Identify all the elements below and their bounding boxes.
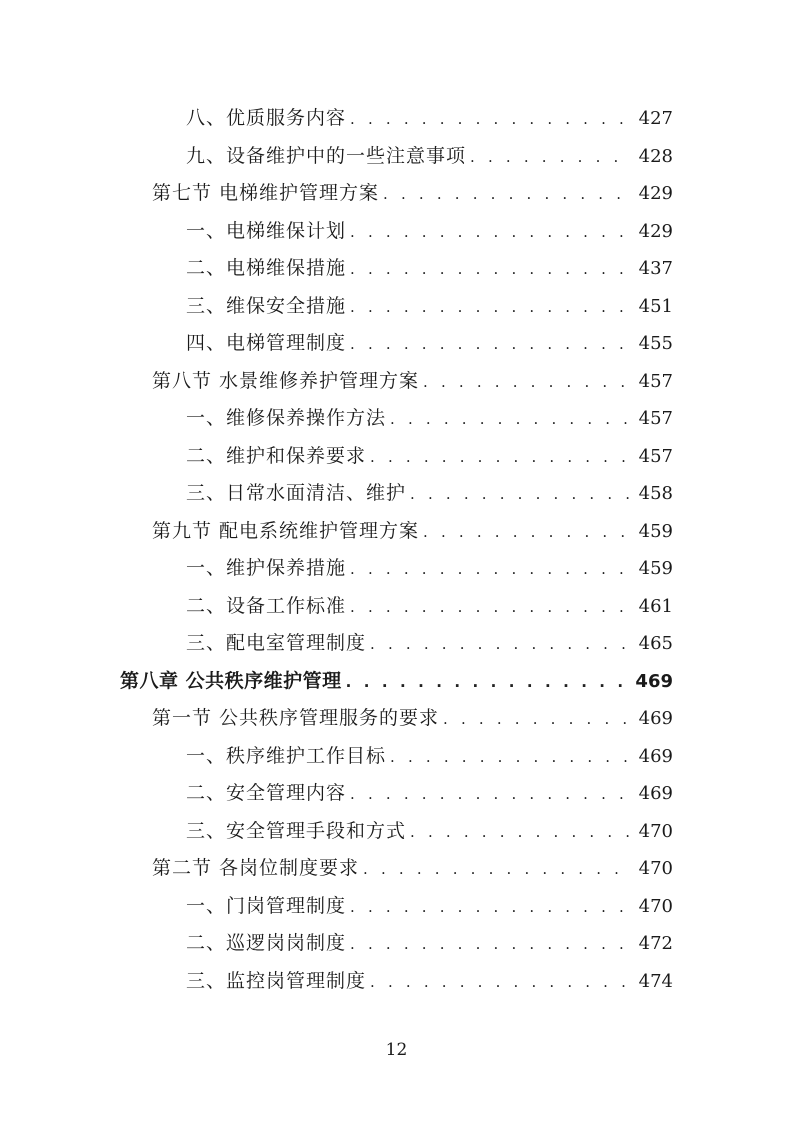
toc-dot-leader (443, 701, 631, 739)
toc-entry-title: 三、日常水面清洁、维护 (186, 482, 407, 504)
toc-dot-leader (350, 251, 631, 289)
toc-entry-page: 428 (638, 145, 673, 167)
toc-dot-leader (350, 101, 631, 139)
toc-entry-title: 二、安全管理内容 (186, 782, 347, 804)
table-of-contents (0, 100, 793, 1000)
toc-entry-item[interactable] (0, 963, 793, 1001)
toc-dot-leader (423, 514, 631, 552)
toc-entry-page: 429 (638, 183, 673, 204)
toc-entry-title: 二、巡逻岗岗制度 (186, 932, 347, 954)
toc-entry-page: 469 (635, 670, 673, 692)
toc-dot-leader (390, 401, 631, 439)
toc-dot-leader (423, 364, 631, 402)
toc-entry-page: 429 (638, 220, 673, 242)
toc-entry-title: 二、电梯维保措施 (186, 257, 347, 279)
toc-dot-leader (350, 214, 631, 252)
toc-entry-title: 第九节 配电系统维护管理方案 (152, 519, 420, 542)
toc-dot-leader (370, 439, 631, 477)
toc-entry-title: 三、安全管理手段和方式 (186, 819, 407, 842)
toc-entry-page: 469 (638, 783, 673, 804)
toc-entry-page: 437 (638, 258, 673, 279)
toc-entry-page: 465 (638, 633, 673, 654)
toc-entry-item[interactable] (0, 925, 793, 963)
toc-entry-item[interactable] (0, 400, 793, 438)
toc-entry-section[interactable] (0, 700, 793, 738)
toc-entry-title: 第八节 水景维修养护管理方案 (152, 369, 420, 392)
toc-entry-title: 九、设备维护中的一些注意事项 (186, 144, 467, 167)
toc-entry-page: 470 (638, 895, 673, 917)
toc-entry-title: 二、设备工作标准 (186, 594, 347, 617)
toc-dot-leader (363, 851, 631, 889)
toc-entry-page: 461 (638, 595, 673, 617)
toc-entry-page: 457 (638, 445, 673, 467)
toc-entry-item[interactable] (0, 288, 793, 326)
toc-dot-leader (470, 139, 631, 177)
toc-dot-leader (350, 289, 631, 327)
toc-entry-title: 八、优质服务内容 (186, 107, 347, 129)
toc-entry-item[interactable] (0, 138, 793, 176)
toc-entry-title: 一、门岗管理制度 (186, 894, 347, 917)
toc-entry-title: 三、维保安全措施 (186, 294, 347, 317)
toc-entry-section[interactable] (0, 850, 793, 888)
toc-dot-leader (350, 776, 631, 814)
toc-entry-page: 451 (638, 295, 673, 317)
toc-entry-item[interactable] (0, 625, 793, 663)
toc-entry-page: 427 (638, 108, 673, 129)
toc-entry-page: 469 (638, 745, 673, 767)
toc-entry-title: 第七节 电梯维护管理方案 (152, 182, 380, 204)
toc-entry-title: 二、维护和保养要求 (186, 444, 367, 467)
toc-dot-leader (350, 589, 631, 627)
toc-entry-item[interactable] (0, 213, 793, 251)
toc-dot-leader (370, 964, 631, 1002)
toc-entry-title: 三、配电室管理制度 (186, 632, 367, 654)
toc-entry-page: 459 (638, 520, 673, 542)
toc-entry-page: 458 (638, 483, 673, 504)
toc-dot-leader (370, 626, 631, 664)
toc-dot-leader (350, 889, 631, 927)
toc-entry-item[interactable] (0, 250, 793, 288)
toc-entry-title: 三、监控岗管理制度 (186, 969, 367, 992)
toc-entry-title: 一、维修保养操作方法 (186, 407, 387, 429)
toc-entry-item[interactable] (0, 550, 793, 588)
toc-entry-item[interactable] (0, 775, 793, 813)
toc-entry-item[interactable] (0, 813, 793, 851)
toc-entry-page: 455 (638, 333, 673, 354)
toc-entry-chapter[interactable] (0, 663, 793, 701)
page-number: 12 (385, 1040, 408, 1060)
toc-entry-page: 457 (638, 370, 673, 392)
toc-dot-leader (383, 176, 631, 214)
toc-entry-page: 474 (638, 970, 673, 992)
toc-entry-page: 472 (638, 933, 673, 954)
toc-entry-page: 457 (638, 408, 673, 429)
toc-entry-title: 四、电梯管理制度 (186, 332, 347, 354)
toc-entry-page: 459 (638, 558, 673, 579)
toc-entry-item[interactable] (0, 588, 793, 626)
toc-entry-section[interactable] (0, 513, 793, 551)
toc-entry-section[interactable] (0, 363, 793, 401)
toc-entry-title: 一、维护保养措施 (186, 557, 347, 579)
toc-dot-leader (350, 551, 631, 589)
toc-entry-item[interactable] (0, 888, 793, 926)
toc-entry-title: 一、电梯维保计划 (186, 219, 347, 242)
toc-dot-leader (350, 326, 631, 364)
toc-dot-leader (390, 739, 631, 777)
toc-entry-title: 第八章 公共秩序维护管理 (120, 669, 342, 692)
toc-entry-section[interactable] (0, 175, 793, 213)
toc-dot-leader (410, 814, 631, 852)
toc-entry-item[interactable] (0, 100, 793, 138)
toc-entry-title: 一、秩序维护工作目标 (186, 744, 387, 767)
toc-entry-item[interactable] (0, 475, 793, 513)
toc-dot-leader (350, 926, 631, 964)
toc-entry-page: 470 (638, 820, 673, 842)
toc-entry-title: 第二节 各岗位制度要求 (152, 857, 360, 879)
toc-dot-leader (410, 476, 631, 514)
toc-entry-item[interactable] (0, 438, 793, 476)
toc-entry-title: 第一节 公共秩序管理服务的要求 (152, 707, 440, 729)
toc-dot-leader (346, 664, 628, 702)
toc-entry-item[interactable] (0, 325, 793, 363)
toc-entry-page: 469 (638, 708, 673, 729)
toc-entry-item[interactable] (0, 738, 793, 776)
toc-entry-page: 470 (638, 858, 673, 879)
